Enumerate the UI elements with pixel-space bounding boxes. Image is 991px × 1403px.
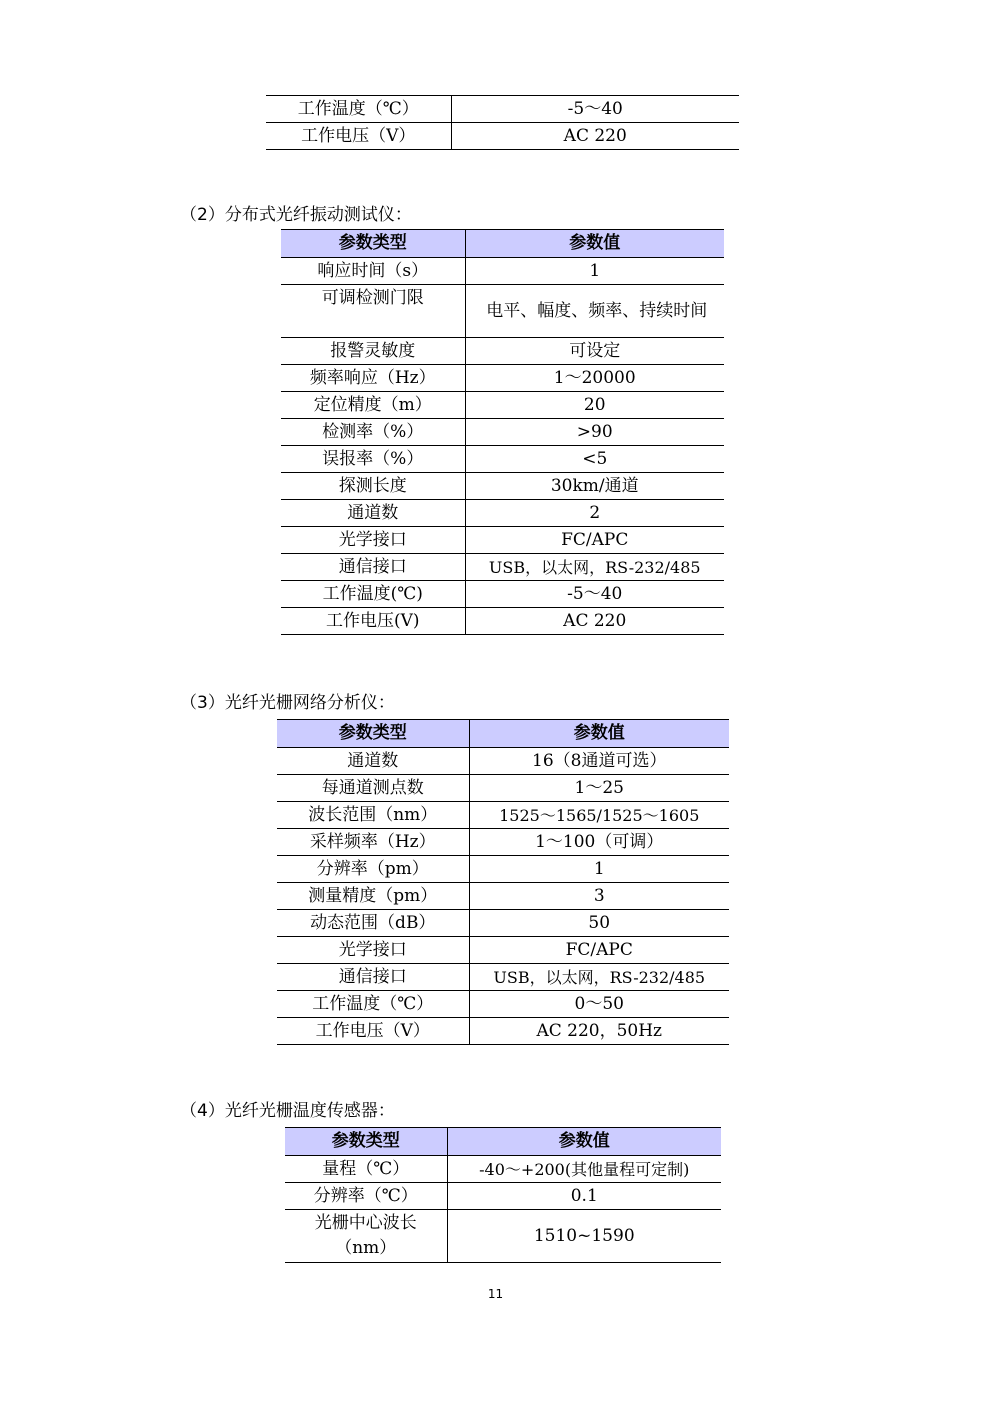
param-value-cell: 0～50 [574,993,624,1014]
param-type-cell: 工作温度（℃） [277,991,469,1018]
table-row [281,392,724,419]
table-row [285,1183,721,1210]
table-row [277,883,729,910]
param-value-cell: FC/APC [561,529,629,550]
param-type-cell: 通信接口 [277,964,469,991]
table-row [277,991,729,1018]
table-row [281,473,724,500]
param-type-cell: 误报率（%） [281,446,465,473]
param-value-cell: USB，以太网，RS-232/485 [488,557,701,577]
param-type-cell: 通道数 [277,748,469,775]
param-type-cell: 响应时间（s） [281,258,465,285]
param-type-cell: 工作电压（V） [266,123,451,150]
param-type-cell: 动态范围（dB） [277,910,469,937]
table-row [285,1156,721,1183]
table-row [281,554,724,581]
table-row [281,365,724,392]
param-type-cell: 工作电压（V） [277,1018,469,1045]
param-value-cell: 1 [589,260,601,281]
param-value-cell: 1510~1590 [533,1225,635,1246]
param-value-cell: >90 [576,421,613,442]
table-row [277,1018,729,1045]
fbg-temperature-sensor-spec-table [285,1127,721,1263]
param-type-cell: 波长范围（nm） [277,802,469,829]
table-continued [266,95,739,150]
param-value-cell: 1525～1565/1525～1605 [499,805,700,825]
param-value-cell: 2 [589,502,601,523]
param-type-cell: 光学接口 [277,937,469,964]
section-heading-2: （2）分布式光纤振动测试仪： [180,205,412,225]
param-value-cell: FC/APC [565,939,633,960]
table-row [281,581,724,608]
fbg-analyzer-spec-table [277,719,729,1045]
table-row [277,856,729,883]
table-row [285,1210,721,1263]
param-type-cell: 量程（℃） [285,1156,447,1183]
table-row [281,419,724,446]
param-type-cell: 分辨率（pm） [277,856,469,883]
header-param-type: 参数类型 [281,230,465,258]
param-type-cell: 频率响应（Hz） [281,365,465,392]
param-type-cell: 工作温度(℃) [281,581,465,608]
param-value-cell: -5～40 [567,583,623,604]
param-value-cell: 3 [593,885,605,906]
table-row [277,748,729,775]
table-header-row [277,720,729,748]
param-type-cell: 探测长度 [281,473,465,500]
param-value-cell: 1～20000 [553,367,636,388]
table-row [277,910,729,937]
table-row [281,608,724,635]
param-value-cell: AC 220 [563,610,627,631]
param-value-cell: AC 220 [563,125,627,146]
table-row [281,258,724,285]
header-param-type: 参数类型 [285,1128,447,1156]
param-value-cell: 电平、幅度、频率、持续时间 [486,300,708,321]
table-row [281,527,724,554]
param-value-cell: 30km/通道 [550,475,639,496]
param-type-cell: 每通道测点数 [277,775,469,802]
table-row [281,500,724,527]
param-type-cell: 光栅中心波长（nm） [285,1210,447,1263]
param-value-cell: 16（8通道可选） [532,750,667,771]
param-value-cell: 20 [583,394,606,415]
param-value-cell: -40～+200(其他量程可定制) [479,1159,690,1179]
table-row [277,937,729,964]
param-type-cell: 定位精度（m） [281,392,465,419]
param-type-cell: 采样频率（Hz） [277,829,469,856]
param-type-cell: 检测率（%） [281,419,465,446]
table-row [277,802,729,829]
table-row [277,964,729,991]
param-type-cell: 可调检测门限 [281,285,465,338]
param-value-cell: USB，以太网，RS-232/485 [493,967,706,987]
section-heading-4: （4）光纤光栅温度传感器： [180,1101,395,1121]
param-type-cell: 通道数 [281,500,465,527]
header-param-value: 参数值 [469,720,729,748]
param-type-cell: 测量精度（pm） [277,883,469,910]
param-type-cell: 报警灵敏度 [281,338,465,365]
header-param-type: 参数类型 [277,720,469,748]
param-type-cell: 通信接口 [281,554,465,581]
table-row [277,775,729,802]
param-type-cell: 分辨率（℃） [285,1183,447,1210]
page-number: 11 [487,1287,504,1301]
param-value-cell: 可设定 [569,340,621,361]
table-row [281,285,724,338]
table-header-row [281,230,724,258]
table-row [281,338,724,365]
section-heading-3: （3）光纤光栅网络分析仪： [180,693,395,713]
param-value-cell: -5～40 [567,98,623,119]
vibration-tester-spec-table [281,229,724,635]
param-value-cell: 50 [588,912,611,933]
param-value-cell: 0.1 [570,1185,598,1206]
param-type-cell: 光学接口 [281,527,465,554]
param-value-cell: AC 220，50Hz [536,1020,663,1041]
param-value-cell: 1～100（可调） [535,831,664,852]
param-type-cell: 工作温度（℃） [266,96,451,123]
table-row [281,446,724,473]
param-value-cell: <5 [582,448,608,469]
table-row [266,96,739,123]
param-type-cell: 工作电压(V) [281,608,465,635]
table-row [266,123,739,150]
table-row [277,829,729,856]
param-value-cell: 1～25 [574,777,624,798]
header-param-value: 参数值 [447,1128,721,1156]
table-header-row [285,1128,721,1156]
param-value-cell: 1 [593,858,605,879]
header-param-value: 参数值 [465,230,724,258]
